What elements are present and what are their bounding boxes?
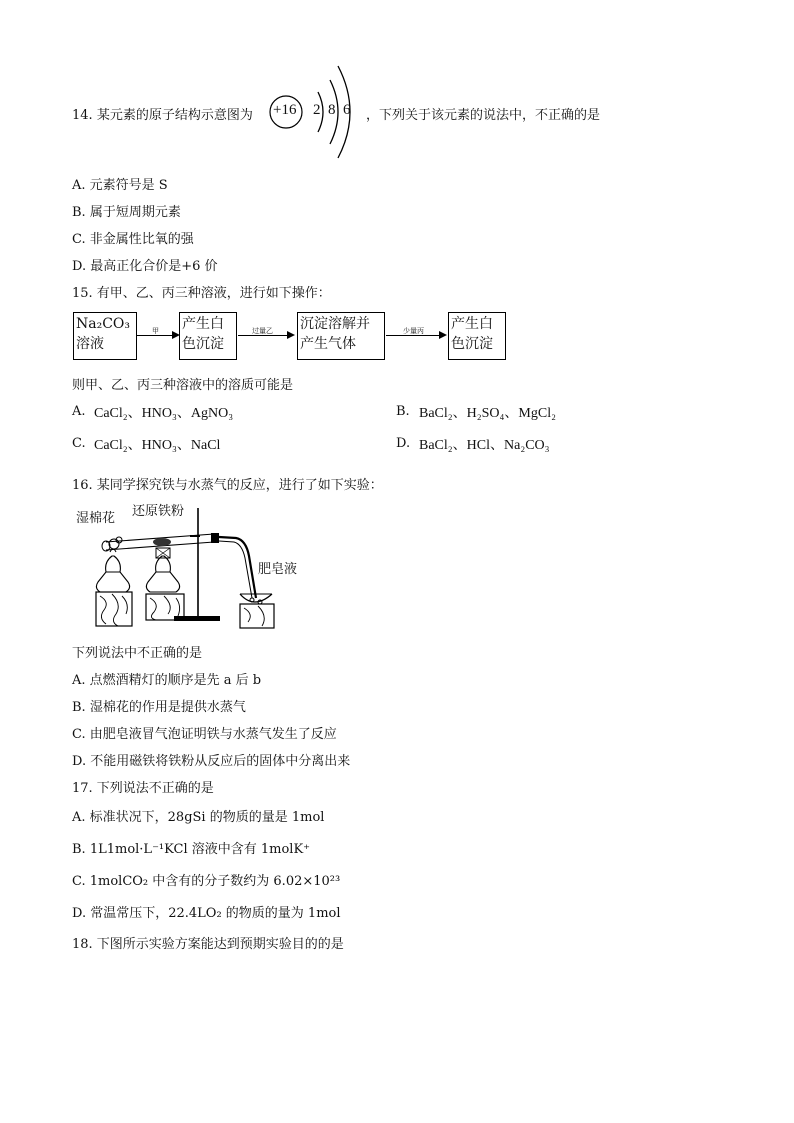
nucleus-charge: +16 [273, 102, 297, 118]
flow-arrow-3-label: 少量丙 [403, 327, 424, 335]
q14-prefix: 某元素的原子结构示意图为 [96, 108, 253, 123]
flow-arrow-2 [238, 335, 288, 336]
q15-option-d: BaCl₂、HCl、Na₂CO₃ [419, 438, 550, 453]
flow-box-4-line1: 产生白 [451, 316, 493, 332]
label-soap-solution: 肥皂液 [258, 562, 298, 577]
flow-box-2-line2: 色沉淀 [182, 336, 224, 352]
flow-box-1-line2: 溶液 [76, 336, 104, 352]
q15-option-c-label: C. [72, 436, 86, 451]
q15-question: 则甲、乙、丙三种溶液中的溶质可能是 [72, 378, 294, 393]
flow-arrow-3 [386, 335, 440, 336]
q14-option-b: B. 属于短周期元素 [72, 205, 181, 220]
alcohol-lamp-a [96, 549, 132, 626]
q16-option-b: B. 湿棉花的作用是提供水蒸气 [72, 700, 246, 715]
q14-option-d: D. 最高正化合价是+6 价 [72, 259, 218, 274]
q18-stem: 18. 下图所示实验方案能达到预期实验目的的是 [72, 937, 344, 952]
flow-box-3-line2: 产生气体 [300, 336, 356, 352]
alcohol-lamp-b [146, 548, 184, 620]
flow-box-4-line2: 色沉淀 [451, 336, 493, 352]
label-wet-cotton: 湿棉花 [76, 511, 116, 526]
shell-electrons-3: 6 [343, 102, 351, 118]
flow-arrow-1 [137, 335, 173, 336]
q17-stem: 17. 下列说法不正确的是 [72, 781, 214, 796]
q14-option-c: C. 非金属性比氧的强 [72, 232, 194, 247]
q14-suffix: ，下列关于该元素的说法中，不正确的是 [366, 108, 601, 123]
q15-option-c: CaCl₂、HNO₃、NaCl [94, 438, 221, 453]
q16-question: 下列说法中不正确的是 [72, 646, 203, 661]
q15-option-b: BaCl₂、H₂SO₄、MgCl₂ [419, 406, 556, 421]
q17-option-c: C. 1molCO₂ 中含有的分子数约为 6.02×10²³ [72, 874, 341, 889]
flow-arrow-2-head [287, 331, 295, 339]
flow-box-na2co3 [73, 312, 137, 360]
shell-electrons-1: 2 [313, 102, 321, 118]
flow-box-1-line1: Na₂CO₃ [76, 316, 131, 332]
q17-option-a: A. 标准状况下，28gSi 的物质的量是 1mol [72, 810, 325, 825]
flow-arrow-1-label: 甲 [152, 327, 159, 335]
q17-option-d: D. 常温常压下，22.4LO₂ 的物质的量为 1mol [72, 906, 341, 921]
q16-option-d: D. 不能用磁铁将铁粉从反应后的固体中分离出来 [72, 754, 351, 769]
q15-option-a-label: A. [72, 404, 86, 419]
q16-option-a: A. 点燃酒精灯的顺序是先 a 后 b [72, 673, 262, 688]
q14-stem [72, 104, 253, 123]
flow-box-dissolve [297, 312, 385, 360]
q14-option-a: A. 元素符号是 S [72, 178, 168, 193]
q15-option-d-label: D. [396, 436, 411, 451]
flow-box-2-line1: 产生白 [182, 316, 224, 332]
flow-arrow-2-label: 过量乙 [252, 327, 273, 335]
flow-box-3-line1: 沉淀溶解并 [300, 316, 370, 332]
iron-steam-apparatus [76, 506, 286, 632]
flow-box-precipitate-1 [179, 312, 237, 360]
flow-box-precipitate-2 [448, 312, 506, 360]
shell-electrons-2: 8 [328, 102, 336, 118]
label-iron-powder: 还原铁粉 [132, 504, 185, 519]
q15-option-b-label: B. [396, 404, 410, 419]
q16-option-c: C. 由肥皂液冒气泡证明铁与水蒸气发生了反应 [72, 727, 337, 742]
q15-stem: 15. 有甲、乙、丙三种溶液，进行如下操作： [72, 286, 331, 301]
flow-arrow-3-head [439, 331, 447, 339]
soap-dish [240, 594, 274, 628]
q15-option-a: CaCl₂、HNO₃、AgNO₃ [94, 406, 234, 421]
q14-number: 14. [72, 108, 93, 123]
q16-stem: 16. 某同学探究铁与水蒸气的反应，进行了如下实验： [72, 478, 383, 493]
q17-option-b: B. 1L1mol·L⁻¹KCl 溶液中含有 1molK⁺ [72, 842, 311, 857]
